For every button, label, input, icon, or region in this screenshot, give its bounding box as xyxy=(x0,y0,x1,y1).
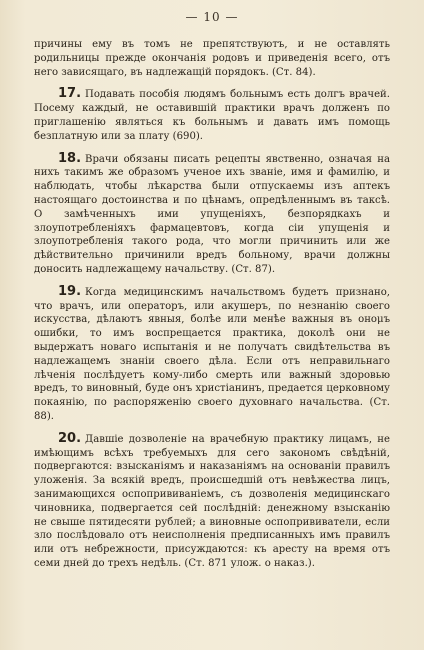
paragraph-text: Подавать пособія людямъ больнымъ есть долгъ врачей. Посему каждый, не оставившій практики врачъ долженъ по приглашенію являться къ больнымъ и давать имъ помощь безплатную или за плату (690). xyxy=(34,89,390,142)
paragraph-text: причины ему въ томъ не препятствуютъ, и не оставлять родильницы прежде окончанія родовъ и приведенія всего, отъ него зависящаго, въ надлежащій порядокъ. (Ст. 84). xyxy=(34,39,390,78)
paragraph-text: Когда медицинскимъ начальствомъ будетъ признано, что врачъ, или операторъ, или акушеръ, по незнанію своего искусства, дѣлаютъ явныя, болѣе или менѣе важныя въ онομъ ошибки, то имъ воспрещается практика, доколѣ они не выдержатъ новаго испытанія и не получатъ свидѣтельства въ надлежащемъ знаніи своего дѣла. Если отъ неправильнаго лѣченія послѣдуетъ кому-либо смерть или важный здоровью вредъ, то виновный, буде онъ христіанинъ, предается церковному покаянію, по распоряженію своего духовнаго начальства. (Ст. 88). xyxy=(34,286,390,422)
article-17 xyxy=(34,87,390,143)
body-text xyxy=(34,38,390,579)
article-number: 20. xyxy=(58,430,82,446)
page-number: — 10 — xyxy=(185,10,239,24)
paragraph-text: Давшіе дозволеніе на врачебную практику лицамъ, не имѣющимъ всѣхъ требуемыхъ для сего закономъ свѣдѣній, подвергаются: взысканіямъ и наказаніямъ на основаніи правилъ уложенія. За всякій вредъ, происшедшій отъ невѣжества лицъ, занимающихся оспопрививаніемъ, съ дозволенія медицинскаго чиновника, подвергается сей послѣдній: денежному взысканію не свыше пятидесяти рублей; а виновные оспопрививатели, если зло послѣдовало отъ неисполненія предписанныхъ имъ правилъ или отъ небрежности, присуждаются: къ аресту на время отъ семи дней до трехъ недѣль. (Ст. 871 улож. о наказ.). xyxy=(34,433,390,569)
article-18 xyxy=(34,152,390,277)
article-19 xyxy=(34,285,390,424)
article-number: 17. xyxy=(58,86,82,102)
paragraph-continuation xyxy=(34,38,390,79)
article-number: 18. xyxy=(58,150,82,166)
article-number: 19. xyxy=(58,283,82,299)
article-20 xyxy=(34,432,390,571)
paragraph-text: Врачи обязаны писать рецепты явственно, означая на нихъ такимъ же образомъ ученое ихъ званіе, имя и фамилію, и наблюдать, чтобы лѣкарства были отпускаемы изъ аптекъ настоящаго достоинства и по цѣнамъ, опредѣленнымъ въ таксѣ. О замѣченныхъ ими упущеніяхъ, безпорядкахъ и злоупотребленіяхъ фармацевтовъ, когда сіи упущенія и злоупотребленія такого рода, что могли причинить или же дѣйствительно причинили вредъ больному, врачи должны доносить надлежащему начальству. (Ст. 87). xyxy=(34,153,390,275)
